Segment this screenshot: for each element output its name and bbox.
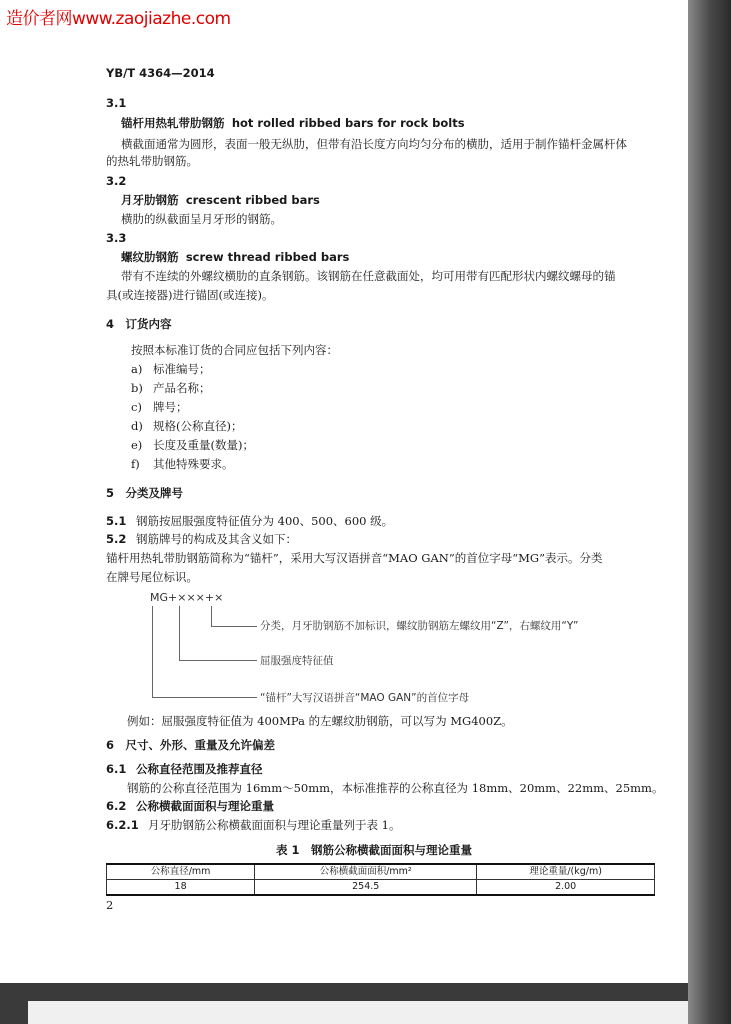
list-item: b) 产品名称； bbox=[131, 381, 211, 395]
term-zh: 月牙肋钢筋 bbox=[121, 193, 179, 207]
term-zh: 锚杆用热轧带肋钢筋 bbox=[121, 116, 225, 130]
term-en: crescent ribbed bars bbox=[185, 193, 320, 207]
section-5-para-line2: 在牌号尾位标识。 bbox=[106, 570, 198, 584]
section-6-title: 6 尺寸、外形、重量及允许偏差 bbox=[106, 738, 275, 752]
watermark: 造价者网www.zaojiazhe.com bbox=[6, 9, 231, 29]
section-5-2: 5.2 钢筋牌号的构成及其含义如下： bbox=[106, 532, 297, 546]
section-6-1-heading: 6.1 公称直径范围及推荐直径 bbox=[106, 762, 263, 776]
table-header: 公称直径/mm bbox=[107, 864, 255, 880]
diagram-line bbox=[179, 606, 180, 661]
section-3-2-term bbox=[121, 193, 320, 207]
section-5-para-line1: 锚杆用热轧带肋钢筋简称为“锚杆”，采用大写汉语拼音“MAO GAN”的首位字母“MG”表示。分类 bbox=[106, 551, 603, 565]
section-3-3-def-line1: 带有不连续的外螺纹横肋的直条钢筋。该钢筋在任意截面处，均可用带有匹配形状内螺纹螺母的锚 bbox=[121, 269, 616, 283]
list-item: a) 标准编号； bbox=[131, 362, 211, 376]
diagram-label-yield: 屈服强度特征值 bbox=[260, 655, 334, 667]
term-zh: 螺纹肋钢筋 bbox=[121, 250, 179, 264]
section-5-title: 5 分类及牌号 bbox=[106, 486, 184, 500]
data-table bbox=[106, 863, 655, 896]
list-item: e) 长度及重量(数量)； bbox=[131, 438, 254, 452]
example-text: 例如：屈服强度特征值为 400MPa 的左螺纹肋钢筋，可以写为 MG400Z。 bbox=[127, 714, 513, 728]
next-page bbox=[28, 1001, 688, 1024]
section-3-3-number: 3.3 bbox=[106, 231, 127, 245]
section-6-1-text: 钢筋的公称直径范围为 16mm～50mm，本标准推荐的公称直径为 18mm、20mm、22mm、25mm。 bbox=[127, 781, 664, 795]
list-item: c) 牌号； bbox=[131, 400, 188, 414]
section-3-1-def-line1: 横截面通常为圆形，表面一般无纵肋，但带有沿长度方向均匀分布的横肋，适用于制作锚杆金属杆体 bbox=[121, 137, 627, 151]
section-3-3-def-line2: 具(或连接器)进行锚固(或连接)。 bbox=[106, 288, 274, 302]
table-caption: 表 1 钢筋公称横截面面积与理论重量 bbox=[276, 843, 473, 857]
grade-code: MG+×××+× bbox=[150, 591, 224, 604]
table-cell: 254.5 bbox=[255, 880, 477, 896]
diagram-line bbox=[179, 660, 257, 661]
section-4-intro: 按照本标准订货的合同应包括下列内容： bbox=[131, 343, 338, 357]
section-5-1: 5.1 钢筋按屈服强度特征值分为 400、500、600 级。 bbox=[106, 514, 394, 528]
table-row bbox=[107, 880, 655, 896]
table-cell: 18 bbox=[107, 880, 255, 896]
diagram-line bbox=[211, 606, 212, 627]
diagram-label-maogan: “锚杆”大写汉语拼音“MAO GAN”的首位字母 bbox=[260, 692, 470, 704]
diagram-line bbox=[211, 626, 257, 627]
term-en: screw thread ribbed bars bbox=[185, 250, 350, 264]
table-header: 理论重量/(kg/m) bbox=[477, 864, 655, 880]
term-en: hot rolled ribbed bars for rock bolts bbox=[231, 116, 465, 130]
table-header: 公称横截面面积/mm² bbox=[255, 864, 477, 880]
list-item: d) 规格(公称直径)； bbox=[131, 419, 243, 433]
diagram-line bbox=[152, 697, 257, 698]
section-3-2-def: 横肋的纵截面呈月牙形的钢筋。 bbox=[121, 212, 282, 226]
viewer-edge bbox=[688, 0, 731, 1024]
page-header: YB/T 4364—2014 bbox=[106, 66, 215, 80]
table-cell: 2.00 bbox=[477, 880, 655, 896]
page-number: 2 bbox=[106, 898, 114, 912]
section-6-2-1: 6.2.1 月牙肋钢筋公称横截面面积与理论重量列于表 1。 bbox=[106, 818, 401, 832]
diagram-label-category: 分类，月牙肋钢筋不加标识，螺纹肋钢筋左螺纹用“Z”，右螺纹用“Y” bbox=[260, 620, 579, 632]
section-3-1-term bbox=[121, 116, 465, 130]
section-4-title: 4 订货内容 bbox=[106, 317, 172, 331]
section-3-1-def-line2: 的热轧带肋钢筋。 bbox=[106, 154, 198, 168]
diagram-line bbox=[152, 606, 153, 698]
section-3-3-term bbox=[121, 250, 349, 264]
section-6-2-heading: 6.2 公称横截面面积与理论重量 bbox=[106, 799, 274, 813]
list-item: f) 其他特殊要求。 bbox=[131, 457, 234, 471]
section-3-2-number: 3.2 bbox=[106, 174, 127, 188]
section-3-1-number: 3.1 bbox=[106, 96, 127, 110]
